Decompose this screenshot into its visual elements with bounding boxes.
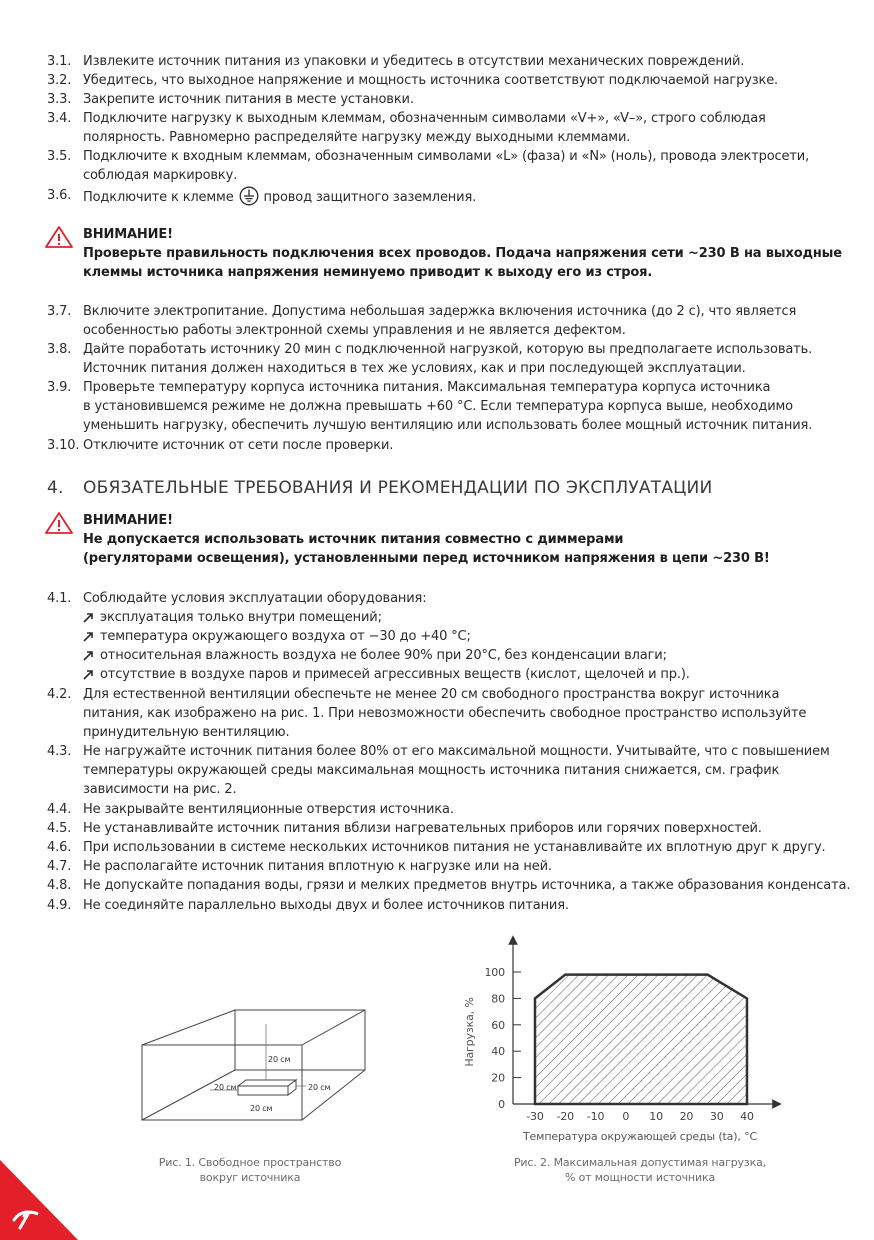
item-text: Для естественной вентиляции обеспечьте не менее 20 см свободного пространства вокруг источника [83, 687, 780, 702]
y-tick-label: 60 [491, 1018, 505, 1032]
figure-2-caption [495, 1155, 785, 1185]
y-axis-label: Нагрузка, % [463, 997, 476, 1067]
dimension-label-left: 20 см [214, 1083, 237, 1092]
y-tick-label: 0 [498, 1098, 505, 1111]
item-text: Соблюдайте условия эксплуатации оборудования: [83, 591, 427, 606]
item-text: уменьшить нагрузку, обеспечить лучшую вентиляцию или использовать более мощный источник питания. [83, 418, 813, 433]
item-text: Не соединяйте параллельно выходы двух и более источников питания. [83, 898, 569, 913]
caption-line: Рис. 2. Максимальная допустимая нагрузка, [513, 1156, 767, 1169]
item-text: Не располагайте источник питания вплотную к нагрузке или на ней. [83, 859, 552, 874]
bullet-text: температура окружающего воздуха от −30 до +40 °С; [100, 629, 471, 644]
item-text: принудительную вентиляцию. [83, 725, 290, 740]
warning-title: ВНИМАНИЕ! [83, 227, 173, 242]
y-tick-label: 40 [491, 1045, 505, 1059]
item-text: Не допускайте попадания воды, грязи и мелких предметов внутрь источника, а также образования конденсата. [83, 878, 851, 893]
item-text: Закрепите источник питания в месте установки. [83, 92, 414, 107]
y-tick-label: 80 [491, 992, 505, 1006]
x-tick-label: 40 [740, 1110, 754, 1123]
x-tick-label: 30 [709, 1110, 724, 1123]
y-tick-label: 100 [484, 966, 505, 979]
section-number: 4. [47, 478, 64, 498]
item-number: 4.3. [47, 744, 72, 759]
section-heading [47, 478, 712, 498]
item-text-pre: Подключите к клемме [83, 190, 234, 205]
dimension-label-right: 20 см [308, 1083, 331, 1092]
item-number: 4.5. [47, 821, 72, 836]
item-text: соблюдая маркировку. [83, 168, 238, 183]
item-number: 3.7. [47, 304, 72, 319]
warning-triangle-icon [44, 225, 74, 249]
item-number: 4.9. [47, 898, 72, 913]
item-text: Не устанавливайте источник питания вблизи нагревательных приборов или горячих поверхностей. [83, 821, 762, 836]
item-text: в установившемся режиме не должна превышать +60 °С. Если температура корпуса выше, необходимо [83, 399, 793, 414]
caption-line: % от мощности источника [564, 1171, 716, 1184]
x-tick-label: -30 [526, 1110, 544, 1123]
item-text: Включите электропитание. Допустима небольшая задержка включения источника (до 2 с), что является [83, 304, 797, 319]
item-text: Не закрывайте вентиляционные отверстия источника. [83, 802, 454, 817]
item-text: Источник питания должен находиться в тех же условиях, как и при последующей эксплуатации. [83, 361, 746, 376]
x-tick-label: 20 [679, 1110, 694, 1123]
bullet-arrow-icon [83, 651, 94, 661]
item-number: 3.9. [47, 380, 72, 395]
item-text: Проверьте температуру корпуса источника питания. Максимальная температура корпуса источника [83, 380, 771, 395]
item-number: 3.8. [47, 342, 72, 357]
item-text: полярность. Равномерно распределяйте нагрузку между выходными клеммами. [83, 130, 631, 145]
item-text: Отключите источник от сети после проверки. [83, 438, 394, 453]
dimension-label-bottom: 20 см [250, 1104, 273, 1113]
warning-title: ВНИМАНИЕ! [83, 513, 173, 528]
caption-line: вокруг источника [199, 1171, 301, 1184]
item-text [83, 186, 476, 207]
derating-chart [455, 930, 795, 1150]
item-number: 3.3. [47, 92, 72, 107]
section-title: ОБЯЗАТЕЛЬНЫЕ ТРЕБОВАНИЯ И РЕКОМЕНДАЦИИ ПО ЭКСПЛУАТАЦИИ [83, 478, 713, 498]
y-tick-label: 20 [491, 1071, 505, 1085]
bullet-arrow-icon [83, 613, 94, 623]
bullet-arrow-icon [83, 670, 94, 680]
item-number: 4.1. [47, 591, 72, 606]
brand-logo [0, 1148, 78, 1240]
item-number: 4.2. [47, 687, 72, 702]
warning-triangle-icon [44, 511, 74, 535]
free-space-diagram [130, 1000, 370, 1125]
bullet-text: относительная влажность воздуха не более 90% при 20°С, без конденсации влаги; [100, 648, 667, 663]
item-number: 3.2. [47, 73, 72, 88]
item-text: особенностью работы электронной схемы управления и не является дефектом. [83, 323, 626, 338]
power-source-block [238, 1080, 296, 1095]
dimension-label-top: 20 см [268, 1055, 291, 1064]
item-number: 3.4. [47, 111, 72, 126]
corner-triangle [0, 1160, 78, 1240]
item-number: 4.8. [47, 878, 72, 893]
item-text: Убедитесь, что выходное напряжение и мощность источника соответствуют подключаемой нагрузке. [83, 73, 779, 88]
chart-area-series [535, 975, 747, 1104]
bullet-text: эксплуатация только внутри помещений; [100, 610, 382, 625]
x-tick-label: -10 [586, 1110, 605, 1123]
x-axis-label: Температура окружающей среды (ta), °С [522, 1130, 758, 1143]
bullet-arrow-icon [83, 632, 94, 642]
item-number: 4.4. [47, 802, 72, 817]
x-tick-label: 0 [622, 1110, 630, 1123]
figure-1-caption [120, 1155, 380, 1185]
item-number: 3.10. [47, 438, 80, 453]
item-number: 4.6. [47, 840, 72, 855]
item-text: Не нагружайте источник питания более 80% от его максимальной мощности. Учитывайте, что с повышением [83, 744, 830, 759]
ground-symbol-icon [239, 186, 259, 206]
item-text: питания, как изображено на рис. 1. При невозможности обеспечить свободное пространство используйте [83, 706, 807, 721]
item-number: 4.7. [47, 859, 72, 874]
warning-text: клеммы источника напряжения неминуемо приводит к выходу его из строя. [83, 265, 653, 280]
item-text: зависимости на рис. 2. [83, 782, 237, 797]
item-number: 3.6. [47, 188, 72, 203]
item-text: Извлеките источник питания из упаковки и убедитесь в отсутствии механических повреждений. [83, 54, 745, 69]
x-tick-label: -20 [556, 1110, 575, 1123]
item-number: 3.1. [47, 54, 72, 69]
item-text: При использовании в системе нескольких источников питания не устанавливайте их вплотную друг к другу. [83, 840, 826, 855]
item-text: Подключите нагрузку к выходным клеммам, обозначенным символами «V+», «V–», строго соблюдая [83, 111, 766, 126]
item-text: Дайте поработать источнику 20 мин с подключенной нагрузкой, которую вы предполагаете использовать. [83, 342, 813, 357]
box-back-face [235, 1010, 365, 1070]
caption-line: Рис. 1. Свободное пространство [158, 1156, 342, 1169]
warning-text: Не допускается использовать источник питания совместно с диммерами [83, 532, 624, 547]
warning-text: (регуляторами освещения), установленными перед источником напряжения в цепи ~230 В! [83, 551, 770, 566]
x-tick-label: 10 [649, 1110, 663, 1123]
warning-text: Проверьте правильность подключения всех проводов. Подача напряжения сети ~230 В на выходные [83, 246, 842, 261]
item-number: 3.5. [47, 149, 72, 164]
item-text: Подключите к входным клеммам, обозначенным символами «L» (фаза) и «N» (ноль), провода электросети, [83, 149, 810, 164]
item-text: температуры окружающей среды максимальная мощность источника питания снижается, см. график [83, 763, 780, 778]
item-text-post: провод защитного заземления. [263, 190, 477, 205]
bullet-text: отсутствие в воздухе паров и примесей агрессивных веществ (кислот, щелочей и пр.). [100, 667, 690, 682]
